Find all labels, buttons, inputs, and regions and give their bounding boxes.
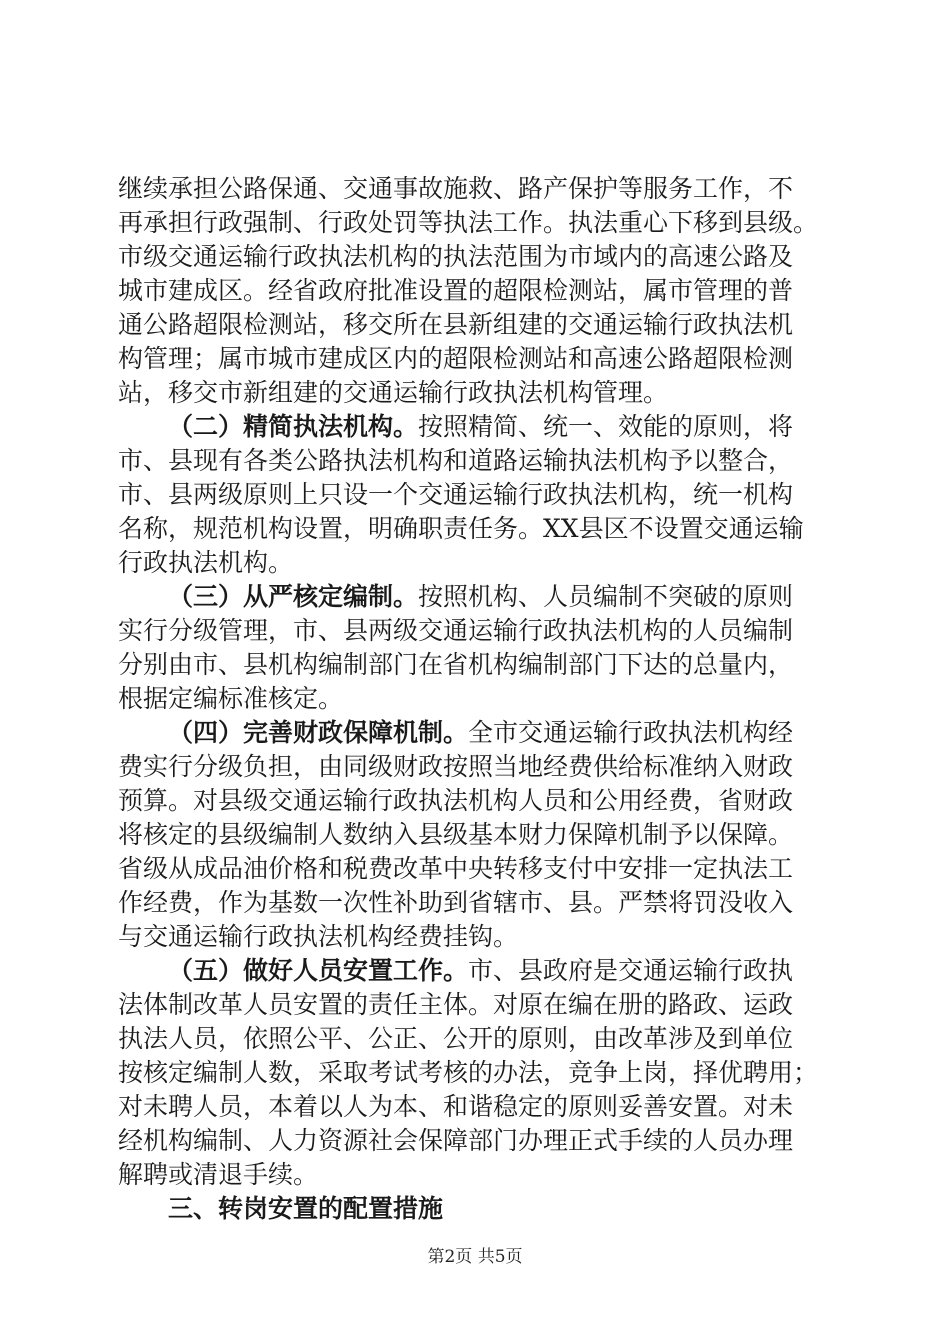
paragraph-line: 对未聘人员，本着以人为本、和谐稳定的原则妥善安置。对未 xyxy=(118,1092,794,1121)
paragraph-line: 实行分级管理，市、县两级交通运输行政执法机构的人员编制 xyxy=(118,616,794,645)
paragraph-line: 名称，规范机构设置，明确职责任务。XX县区不设置交通运输 xyxy=(118,514,804,543)
paragraph-line: 市级交通运输行政执法机构的执法范围为市域内的高速公路及 xyxy=(118,242,794,271)
page-number-footer: 第2页 共5页 xyxy=(427,1247,523,1267)
paragraph-line: 与交通运输行政执法机构经费挂钩。 xyxy=(118,922,519,951)
section-heading: 三、转岗安置的配置措施 xyxy=(168,1194,444,1223)
paragraph-line: 执法人员，依照公平、公正、公开的原则，由改革涉及到单位 xyxy=(118,1024,794,1053)
section-3-first-line xyxy=(168,579,793,615)
paragraph-line: 再承担行政强制、行政处罚等执法工作。执法重心下移到县级。 xyxy=(118,208,819,237)
section-2-title: （二）精简执法机构。 xyxy=(168,412,419,441)
section-5-title: （五）做好人员安置工作。 xyxy=(168,956,469,985)
section-3-text: 按照机构、人员编制不突破的原则 xyxy=(418,582,794,611)
paragraph-line: 法体制改革人员安置的责任主体。对原在编在册的路政、运政 xyxy=(118,990,794,1019)
section-4-text: 全市交通运输行政执法机构经 xyxy=(468,718,794,747)
paragraph-line: 作经费，作为基数一次性补助到省辖市、县。严禁将罚没收入 xyxy=(118,888,794,917)
section-4-first-line xyxy=(168,715,793,751)
paragraph-line: 解聘或清退手续。 xyxy=(118,1160,319,1189)
paragraph-line: 通公路超限检测站，移交所在县新组建的交通运输行政执法机 xyxy=(118,310,794,339)
paragraph-line: 预算。对县级交通运输行政执法机构人员和公用经费，省财政 xyxy=(118,786,794,815)
paragraph-line: 费实行分级负担，由同级财政按照当地经费供给标准纳入财政 xyxy=(118,752,794,781)
section-2-text: 按照精简、统一、效能的原则，将 xyxy=(418,412,794,441)
paragraph-line: 市、县两级原则上只设一个交通运输行政执法机构，统一机构 xyxy=(118,480,794,509)
paragraph-line: 行政执法机构。 xyxy=(118,548,294,577)
paragraph-line: 市、县现有各类公路执法机构和道路运输执法机构予以整合， xyxy=(118,446,794,475)
paragraph-line: 根据定编标准核定。 xyxy=(118,684,344,713)
paragraph-line: 按核定编制人数，采取考试考核的办法，竞争上岗，择优聘用； xyxy=(118,1058,819,1087)
paragraph-line: 省级从成品油价格和税费改革中央转移支付中安排一定执法工 xyxy=(118,854,794,883)
section-3-title: （三）从严核定编制。 xyxy=(168,582,419,611)
section-2-first-line xyxy=(168,409,793,445)
paragraph-line: 经机构编制、人力资源社会保障部门办理正式手续的人员办理 xyxy=(118,1126,794,1155)
section-5-text: 市、县政府是交通运输行政执 xyxy=(468,956,794,985)
paragraph-line: 城市建成区。经省政府批准设置的超限检测站，属市管理的普 xyxy=(118,276,794,305)
paragraph-line: 分别由市、县机构编制部门在省机构编制部门下达的总量内， xyxy=(118,650,794,679)
section-4-title: （四）完善财政保障机制。 xyxy=(168,718,469,747)
paragraph-line: 继续承担公路保通、交通事故施救、路产保护等服务工作，不 xyxy=(118,174,794,203)
section-5-first-line xyxy=(168,953,793,989)
paragraph-line: 将核定的县级编制人数纳入县级基本财力保障机制予以保障。 xyxy=(118,820,794,849)
paragraph-line: 站，移交市新组建的交通运输行政执法机构管理。 xyxy=(118,378,669,407)
paragraph-line: 构管理；属市城市建成区内的超限检测站和高速公路超限检测 xyxy=(118,344,794,373)
